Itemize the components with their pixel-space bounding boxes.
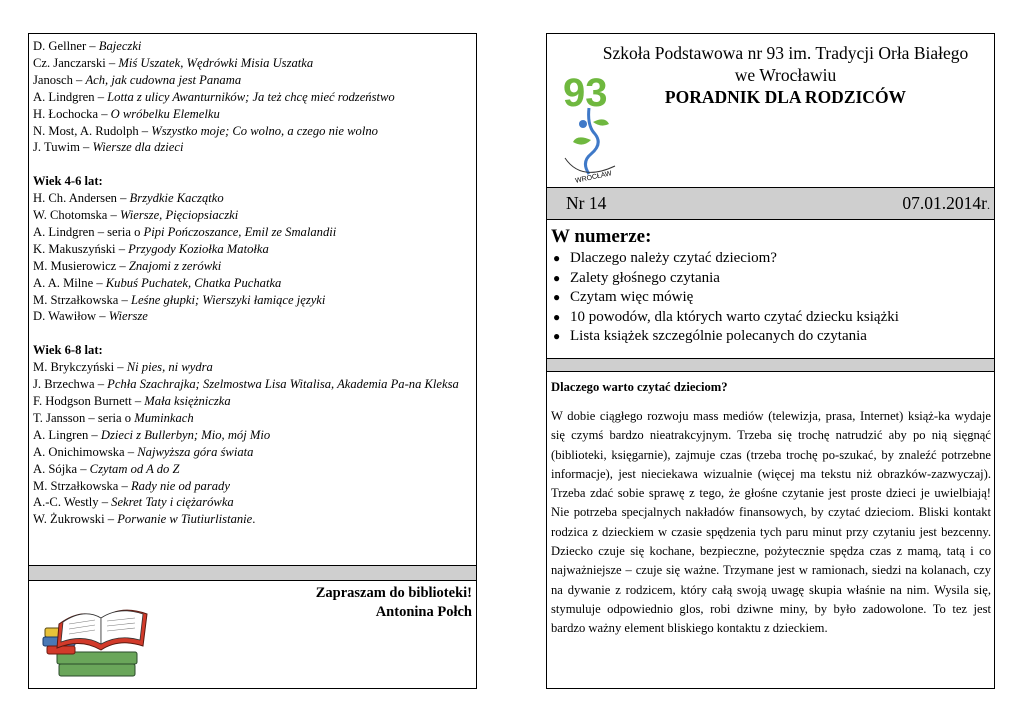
school-name-line-2: we Wrocławiu: [734, 65, 837, 85]
book-title: O wróbelku Elemelku: [110, 106, 220, 121]
book-author: J. Tuwim –: [33, 140, 93, 155]
list-age-6-8: [33, 359, 473, 528]
bullet-icon: ●: [553, 309, 561, 324]
book-entry: [33, 478, 473, 495]
book-author: Cz. Janczarski –: [33, 55, 119, 70]
heading-age-6-8: Wiek 6-8 lat:: [33, 343, 103, 358]
book-author: A. Sójka –: [33, 461, 90, 476]
book-title: Muminkach: [134, 410, 194, 425]
book-title: Pipi Pończoszance, Emil ze Smalandii: [143, 224, 337, 239]
logo-city: WROCŁAW: [574, 170, 613, 185]
open-book-illustration: [39, 584, 159, 684]
book-author: T. Jansson – seria o: [33, 410, 135, 425]
contents-item: [551, 327, 991, 347]
book-author: N. Most, A. Rudolph –: [33, 123, 152, 138]
invite-line: Zapraszam do biblioteki!: [315, 585, 472, 601]
book-title: Pchła Szachrajka; Szelmostwa Lisa Witalisa, Akademia Pa-na Kleksa: [107, 377, 459, 392]
list-intro: [33, 38, 473, 156]
book-author: A. Lingren –: [33, 427, 101, 442]
book-title: Ach, jak cudowna jest Panama: [85, 72, 242, 87]
article-title: Dlaczego warto czytać dzieciom?: [551, 380, 728, 394]
contents-item: [551, 269, 991, 289]
book-title: Brzydkie Kaczątko: [129, 191, 224, 206]
bullet-icon: ●: [553, 290, 561, 304]
school-name-block: [547, 42, 994, 108]
book-author: W. Żukrowski –: [33, 512, 118, 527]
contents-list: [551, 249, 991, 347]
book-author: M. Strzałkowska –: [33, 292, 131, 307]
issue-number: Nr 14: [566, 193, 607, 213]
book-entry: [33, 241, 473, 258]
book-title: Znajomi z zerówki: [128, 258, 222, 273]
book-entry: [33, 275, 473, 292]
book-entry: [33, 55, 473, 72]
newsletter-header: [547, 34, 994, 187]
contents-item-label: Lista książek szczególnie polecanych do czytania: [570, 328, 867, 344]
bullet-icon: ●: [553, 270, 561, 285]
book-entry: [33, 207, 473, 224]
book-entry: [33, 461, 473, 478]
book-entry: [33, 190, 473, 207]
invite-block: [316, 584, 472, 622]
book-author: D. Gellner –: [33, 39, 99, 53]
left-panel: [28, 33, 477, 689]
book-title: Wiersze, Pięciopsiaczki: [120, 208, 239, 223]
book-title: Ni pies, ni wydra: [126, 360, 213, 375]
book-entry: [33, 224, 473, 241]
contents-item-label: Zalety głośnego czytania: [570, 269, 720, 286]
book-author: A. Lindgren –: [33, 89, 108, 104]
book-author: Janosch –: [33, 72, 86, 87]
book-title: Rady nie od parady: [130, 478, 230, 493]
book-entry: [33, 308, 473, 325]
signature: Antonina Połch: [375, 604, 472, 620]
article: [551, 379, 991, 639]
article-body: W dobie ciągłego rozwoju mass mediów (telewizja, prasa, Internet) książ-ka wydaje się czymś bardzo nieatrakcyjnym. Trzeba się trochę natrudzić aby po nią sięgnąć (biblioteki, księgarnie), zajmuje czas (trzeba trochę po-szukać, by znaleźć potrzebne informacje), jest nieciekawa wizualnie (więcej ma tekstu niż obrazków-zazwyczaj). Trzeba zdać sobie sprawę z tego, że głośne czytanie jest proste dzieci je uwielbiają! Nie potrzeba specjalnych nakładów finansowych, by czytać dzieciom. Bliski kontakt rodzica z dzieckiem w czasie spędzenia tych paru minut przy czytaniu jest bezcenny. Dziecko czuje się kochane, bezpieczne, pożytecznie spędza czas z mamą, tatą i co najważniejsze – czuje się ważne. Trzymane jest w ramionach, siedzi na kolanach, czy na dywanie z rodzicem, który całą swoją uwagę skupia właśnie na nim. Wysila się, stymuluje odpowiednio glos, robi dziwne miny, by było zadowolone. To tez jest bardzo ważny element bliskiego kontaktu z dzieckiem.: [551, 409, 991, 636]
bullet-icon: ●: [553, 251, 561, 265]
contents-heading: W numerze:: [551, 226, 652, 247]
bullet-icon: ●: [553, 329, 561, 343]
book-title: Najwyższa góra świata: [137, 444, 254, 459]
issue-date: 07.01.2014r.: [902, 193, 990, 213]
logo-number: 93: [563, 71, 608, 115]
book-title: Lotta z ulicy Awanturników; Ja też chcę mieć rodzeństwo: [107, 89, 395, 104]
book-entry: [33, 393, 473, 410]
book-title: Leśne głupki; Wierszyki łamiące języki: [130, 292, 326, 307]
book-author: M. Musierowicz –: [33, 258, 129, 273]
book-entry: [33, 72, 473, 89]
contents-item: [551, 249, 991, 269]
issue-bar: [547, 187, 994, 220]
book-entry: [33, 123, 473, 140]
book-entry: [33, 106, 473, 123]
book-author: A. A. Milne –: [33, 275, 106, 290]
list-age-4-6: [33, 190, 473, 325]
right-panel: [546, 33, 995, 689]
book-list: [33, 38, 473, 528]
book-author: H. Łochocka –: [33, 106, 111, 121]
heading-age-4-6: Wiek 4-6 lat:: [33, 174, 103, 189]
book-entry: [33, 444, 473, 461]
book-title: Kubuś Puchatek, Chatka Puchatka: [105, 275, 282, 290]
contents-item: [551, 308, 991, 328]
book-author: M. Brykczyński –: [33, 360, 127, 375]
book-title: Wszystko moje; Co wolno, a czego nie wolno: [151, 123, 378, 138]
book-author: J. Brzechwa –: [33, 377, 108, 392]
book-author: H. Ch. Andersen –: [33, 191, 130, 206]
book-title: Wiersze: [108, 309, 148, 324]
book-entry: [33, 359, 473, 376]
book-entry: [33, 89, 473, 106]
book-author: A. Onichimowska –: [33, 444, 138, 459]
left-divider-bar: [29, 565, 476, 581]
contents-item-label: 10 powodów, dla których warto czytać dziecku książki: [570, 308, 899, 325]
book-title: Wiersze dla dzieci: [92, 140, 184, 155]
book-entry: [33, 38, 473, 55]
school-name-line-1: Szkoła Podstawowa nr 93 im. Tradycji Orła Białego: [602, 43, 969, 63]
book-author: A. Lindgren – seria o: [33, 224, 144, 239]
book-title: Sekret Taty i ciężarówka: [111, 495, 234, 510]
book-title: Czytam od A do Z: [89, 461, 180, 476]
book-entry: [33, 494, 473, 511]
book-entry: [33, 258, 473, 275]
book-author: K. Makuszyński –: [33, 241, 129, 256]
right-divider-bar: [547, 358, 994, 372]
contents-item: [551, 288, 991, 308]
book-entry: [33, 139, 473, 156]
book-entry: [33, 511, 473, 528]
contents-item-label: Dlaczego należy czytać dzieciom?: [570, 250, 777, 266]
book-tail: .: [252, 512, 256, 527]
book-author: A.-C. Westly –: [33, 495, 112, 510]
book-title: Bajeczki: [98, 39, 142, 53]
book-title: Dzieci z Bullerbyn; Mio, mój Mio: [100, 427, 271, 442]
guide-title: PORADNIK DLA RODZICÓW: [664, 87, 907, 107]
book-title: Przygody Koziołka Matołka: [128, 241, 269, 256]
contents-item-label: Czytam więc mówię: [570, 289, 694, 305]
book-author: W. Chotomska –: [33, 208, 120, 223]
book-entry: [33, 292, 473, 309]
contents-section: [551, 226, 991, 347]
book-author: M. Strzałkowska –: [33, 478, 131, 493]
book-entry: [33, 410, 473, 427]
book-entry: [33, 376, 473, 393]
book-title: Porwanie w Tiutiurlistanie: [117, 512, 253, 527]
book-author: D. Wawiłow –: [33, 309, 109, 324]
book-author: F. Hodgson Burnett –: [33, 394, 145, 408]
book-entry: [33, 427, 473, 444]
book-title: Mała księżniczka: [144, 394, 231, 408]
book-title: Miś Uszatek, Wędrówki Misia Uszatka: [118, 55, 314, 70]
